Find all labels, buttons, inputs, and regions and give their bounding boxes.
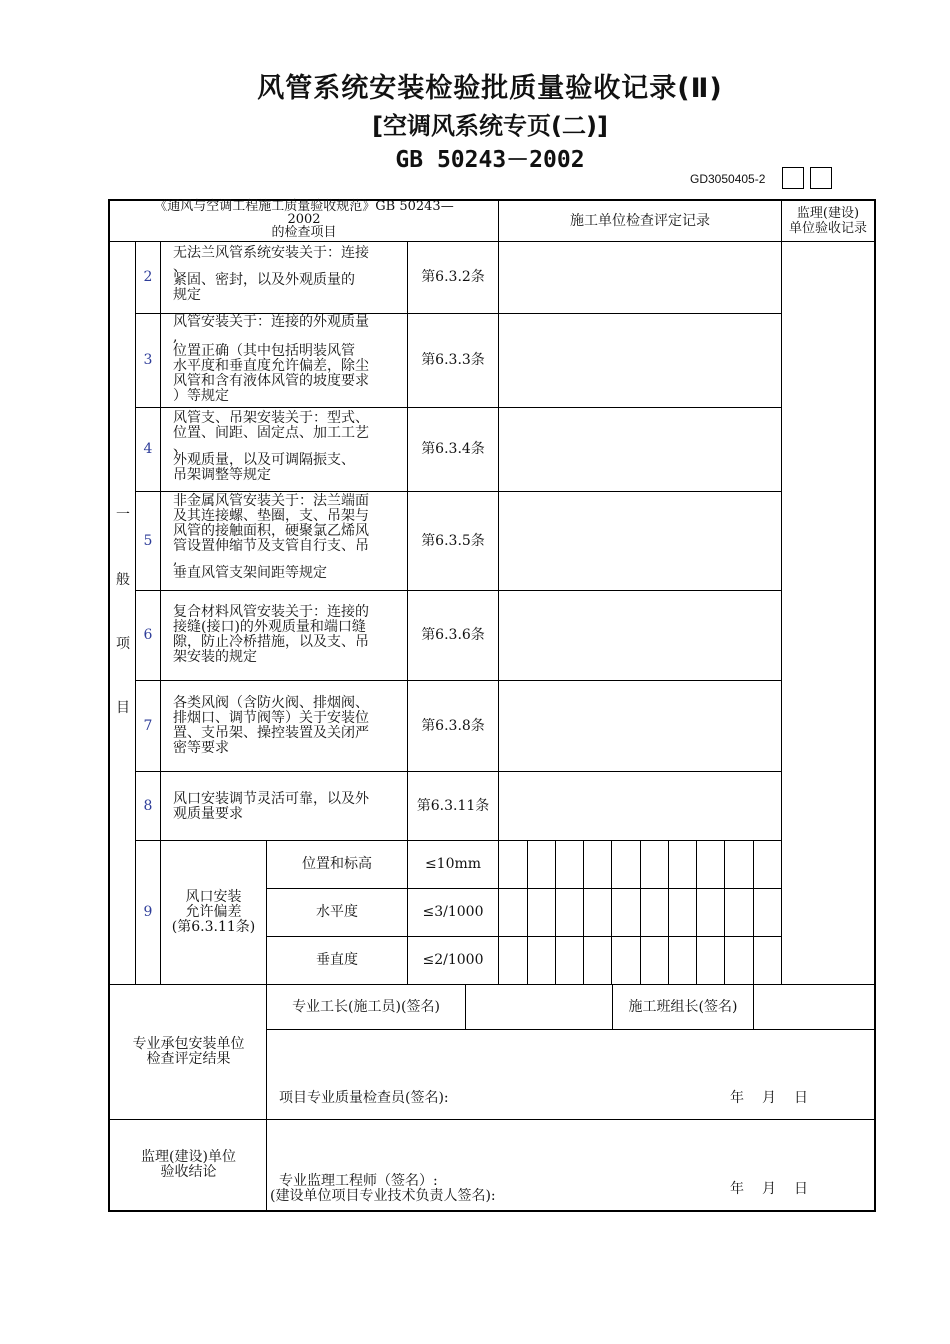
items-header-line: 2002: [287, 212, 321, 227]
desc-line: 、: [173, 259, 187, 275]
desc-line: 风管的接触面积，硬聚氯乙烯风: [173, 523, 369, 539]
inspector-signature-label: 项目专业质量检查员(签名):: [279, 1090, 449, 1106]
row-description: [173, 411, 403, 483]
items-header: [112, 200, 496, 239]
team-leader-signature-field[interactable]: [754, 986, 874, 1029]
date-day: 日: [794, 1181, 808, 1197]
desc-line: 各类风阀（含防火阀、排烟阀、: [173, 695, 369, 711]
desc-line: ,: [173, 329, 178, 345]
desc-line: 架安装的规定: [173, 649, 257, 665]
desc-line: 风管和含有液体风管的坡度要求: [173, 373, 369, 389]
contractor-record-header: 施工单位检查评定记录: [570, 213, 710, 229]
tolerance-item: 位置和标高: [302, 856, 372, 872]
grid-line: [668, 840, 669, 984]
desc-line: 吊架调整等规定: [173, 467, 271, 483]
row-number: 9: [143, 904, 153, 920]
grid-line: [527, 840, 528, 984]
contractor-result-label: [112, 1037, 265, 1067]
grid-line: [753, 840, 754, 984]
row-number: 3: [143, 352, 153, 368]
section-label-char: 一: [116, 507, 130, 523]
row-description: [173, 792, 403, 822]
desc-line: 隙，防止冷桥措施，以及支、吊: [173, 634, 369, 650]
supervisor-record-header: [782, 206, 874, 236]
date-day: 日: [794, 1090, 808, 1106]
clause-ref: 第6.3.3条: [421, 352, 485, 368]
row9-label-line: 允许偏差: [185, 904, 242, 920]
desc-line: 位置正确（其中包括明装风管: [173, 343, 355, 359]
section-label-char: 目: [116, 700, 130, 716]
desc-line: ,: [173, 552, 178, 568]
tolerance-item: 水平度: [316, 904, 358, 920]
grid-line: [583, 840, 584, 984]
row9-label: [161, 890, 266, 935]
desc-line: 接缝(接口)的外观质量和端口缝: [173, 619, 366, 635]
label-line: 专业承包安装单位: [132, 1036, 245, 1052]
row-number: 5: [143, 532, 153, 549]
grid-line: [611, 840, 612, 984]
section-label-char: 般: [116, 572, 130, 588]
row9-label-line: 风口安装: [185, 889, 242, 905]
grid-line: [110, 1119, 874, 1120]
row-number: 7: [143, 717, 153, 734]
desc-line: 复合材料风管安装关于：连接的: [173, 604, 369, 620]
grid-line: [555, 840, 556, 984]
clause-ref: 第6.3.5条: [421, 532, 485, 549]
label-line: 监理(建设)单位: [141, 1149, 236, 1165]
row-description: [173, 246, 403, 303]
row-number: 6: [143, 627, 153, 643]
clause-ref: 第6.3.8条: [421, 717, 485, 734]
form-title: 风管系统安装检验批质量验收记录(Ⅱ): [257, 73, 723, 104]
label-line: 验收结论: [160, 1164, 217, 1180]
row-description: [173, 696, 403, 756]
grid-line: [498, 201, 499, 984]
date-year: 年: [730, 1090, 744, 1106]
desc-line: 排烟口、调节阀等）关于安装位: [173, 710, 369, 726]
desc-line: 风管安装关于：连接的外观质量: [173, 314, 369, 330]
row9-label-line: (第6.3.11条): [171, 919, 256, 935]
tolerance-value: ≤3/1000: [422, 904, 484, 920]
tolerance-item: 垂直度: [316, 952, 358, 968]
desc-line: 水平度和垂直度允许偏差，除尘: [173, 358, 369, 374]
date-month: 月: [762, 1090, 776, 1106]
foreman-signature-field[interactable]: [466, 986, 612, 1029]
desc-line: 置、支吊架、操控装置及关闭严: [173, 725, 369, 741]
owner-rep-signature-label: (建设单位项目专业技术负责人签名):: [270, 1188, 496, 1204]
desc-line: 垂直风管支架间距等规定: [173, 565, 327, 581]
desc-line: 规定: [173, 287, 201, 303]
clause-ref: 第6.3.4条: [421, 441, 485, 457]
desc-line: 密等要求: [173, 740, 229, 756]
date-month: 月: [762, 1181, 776, 1197]
desc-line: ）等规定: [173, 388, 229, 404]
grid-line: [266, 1029, 874, 1030]
desc-line: 紧固、密封，以及外观质量的: [173, 272, 355, 288]
standard-code: GB 50243－2002: [395, 147, 585, 173]
date-year: 年: [730, 1181, 744, 1197]
desc-line: 及其连接螺、垫圈，支、吊架与: [173, 508, 369, 524]
row-number: 4: [143, 441, 153, 457]
team-leader-signature-label: 施工班组长(签名): [628, 998, 738, 1015]
grid-line: [160, 242, 161, 984]
code-box-2[interactable]: [810, 167, 832, 189]
desc-line: 外观质量，以及可调隔振支、: [173, 452, 355, 468]
clause-ref: 第6.3.6条: [421, 627, 485, 643]
supervisor-header-line: 单位验收记录: [788, 221, 867, 236]
grid-line: [640, 840, 641, 984]
desc-line: 风口安装调节灵活可靠，以及外: [173, 791, 369, 807]
items-header-line: 《通风与空调工程施工质量验收规范》GB 50243—: [154, 199, 454, 214]
supervisor-result-label: [112, 1150, 265, 1180]
clause-ref: 第6.3.2条: [421, 269, 485, 285]
desc-line: 无法兰风管系统安装关于：连接: [173, 245, 369, 261]
desc-line: 、: [173, 439, 187, 455]
supervisor-header-line: 监理(建设): [796, 206, 860, 221]
form-code: GD3050405-2: [690, 172, 766, 186]
row-number: 8: [143, 797, 153, 814]
desc-line: 管设置伸缩节及支管自行支、吊: [173, 538, 369, 554]
desc-line: 观质量要求: [173, 806, 243, 822]
tolerance-value: ≤2/1000: [422, 952, 484, 968]
desc-line: 位置、间距、固定点、加工工艺: [173, 425, 369, 441]
code-box-1[interactable]: [782, 167, 804, 189]
grid-line: [781, 201, 782, 984]
foreman-signature-label: 专业工长(施工员)(签名): [292, 998, 440, 1015]
tolerance-value: ≤10mm: [424, 856, 482, 872]
grid-line: [724, 840, 725, 984]
label-line: 检查评定结果: [146, 1051, 231, 1067]
items-header-line: 的检查项目: [271, 225, 337, 240]
desc-line: 风管支、吊架安装关于：型式、: [173, 410, 369, 426]
row-description: [173, 494, 403, 581]
row-description: [173, 315, 403, 404]
clause-ref: 第6.3.11条: [416, 797, 490, 814]
desc-line: 非金属风管安装关于：法兰端面: [173, 493, 369, 509]
grid-line: [696, 840, 697, 984]
grid-line: [110, 984, 874, 985]
section-label-char: 项: [116, 636, 130, 652]
form-subtitle: [空调风系统专页(二)]: [372, 112, 608, 140]
row-description: [173, 605, 403, 665]
engineer-signature-label: 专业监理工程师（签名）:: [279, 1173, 438, 1189]
row-number: 2: [143, 269, 153, 285]
